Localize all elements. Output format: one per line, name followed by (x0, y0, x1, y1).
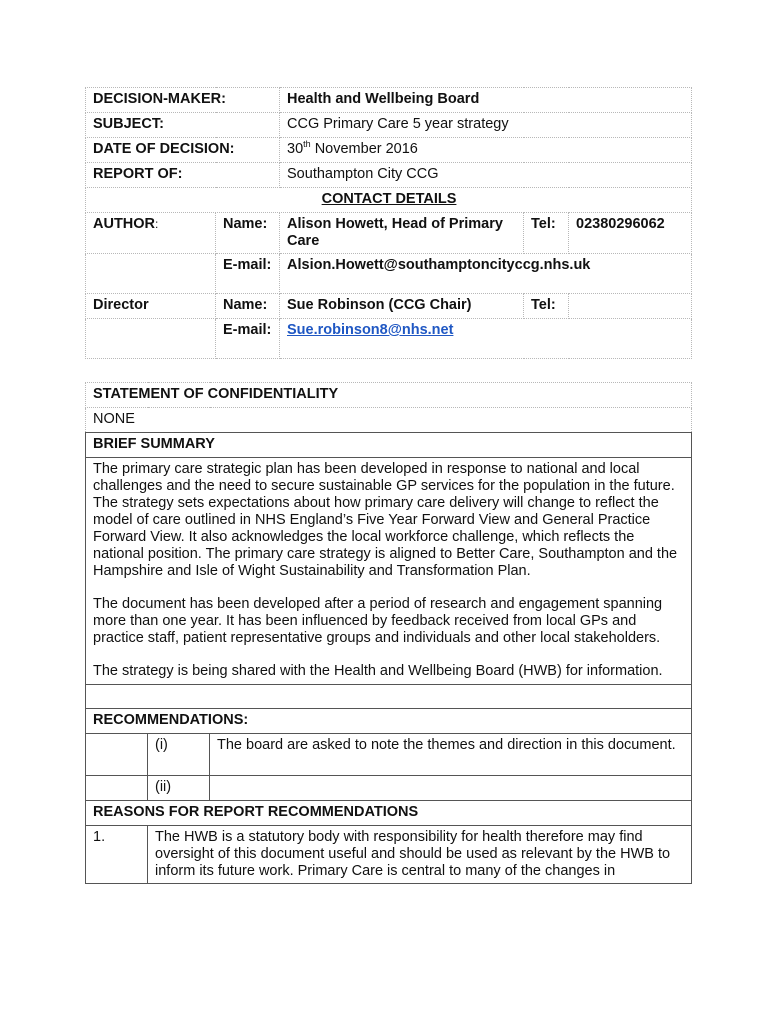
reasons-heading: REASONS FOR REPORT RECOMMENDATIONS (86, 801, 692, 826)
recommendation-number: (ii) (148, 776, 210, 801)
recommendation-spacer (86, 734, 148, 776)
recommendation-spacer (86, 776, 148, 801)
date-label: DATE OF DECISION: (86, 138, 280, 163)
decision-maker-label: DECISION-MAKER: (86, 88, 280, 113)
author-email: Alsion.Howett@southamptoncityccg.nhs.uk (280, 254, 692, 294)
confidentiality-value: NONE (86, 408, 692, 433)
date-rest: November 2016 (310, 141, 418, 157)
recommendation-text: The board are asked to note the themes and direction in this document. (210, 734, 692, 776)
header-table (85, 87, 692, 359)
brief-summary-body (86, 458, 692, 685)
contact-details-heading: CONTACT DETAILS (86, 188, 692, 213)
director-name-label: Name: (216, 294, 280, 319)
report-of-label: REPORT OF: (86, 163, 280, 188)
recommendation-number: (i) (148, 734, 210, 776)
director-email-link[interactable]: Sue.robinson8@nhs.net (287, 322, 454, 338)
report-of-value: Southampton City CCG (280, 163, 692, 188)
director-name: Sue Robinson (CCG Chair) (280, 294, 524, 319)
reason-text: The HWB is a statutory body with responsibility for health therefore may find oversight of this document useful and should be used as relevant by the HWB to inform its future work. Primary Care is central to many of the changes in (148, 826, 692, 884)
director-email-cell (280, 319, 692, 359)
decision-maker-value: Health and Wellbeing Board (280, 88, 692, 113)
director-tel-label: Tel: (524, 294, 569, 319)
author-tel-label: Tel: (524, 213, 569, 254)
report-table (85, 382, 692, 884)
author-name: Alison Howett, Head of Primary Care (280, 213, 524, 254)
summary-paragraph-1: The primary care strategic plan has been developed in response to national and local challenges and the need to secure sustainable GP services for the population in the future. The strategy sets expectations about how primary care delivery will change to reflect the model of care outlined in NHS England’s Five Year Forward View and General Practice Forward View. It also acknowledges the local workforce challenge, which reflects the national position. The primary care strategy is aligned to Better Care, Southampton and the Hampshire and Isle of Wight Sustainability and Transformation Plan. (93, 461, 678, 579)
date-day: 30 (287, 141, 304, 157)
date-suffix: th (303, 139, 311, 150)
director-tel (569, 294, 692, 319)
author-tel: 02380296062 (569, 213, 692, 254)
recommendation-text (210, 776, 692, 801)
date-value (280, 138, 692, 163)
summary-paragraph-2: The document has been developed after a period of research and engagement spanning more than one year. It has been influenced by feedback received from local GPs and practice staff, patient representative groups and individuals and other local stakeholders. (93, 596, 663, 646)
confidentiality-heading: STATEMENT OF CONFIDENTIALITY (86, 383, 692, 408)
subject-value: CCG Primary Care 5 year strategy (280, 113, 692, 138)
author-label: AUTHOR: (86, 213, 216, 254)
recommendations-heading: RECOMMENDATIONS: (86, 709, 692, 734)
director-spacer (86, 319, 216, 359)
director-email-label: E-mail: (216, 319, 280, 359)
brief-summary-heading: BRIEF SUMMARY (86, 433, 692, 458)
blank-row (86, 685, 692, 709)
summary-paragraph-3: The strategy is being shared with the Health and Wellbeing Board (HWB) for information. (93, 663, 663, 679)
author-name-label: Name: (216, 213, 280, 254)
author-email-label: E-mail: (216, 254, 280, 294)
director-label: Director (86, 294, 216, 319)
author-spacer (86, 254, 216, 294)
reason-number: 1. (86, 826, 148, 884)
subject-label: SUBJECT: (86, 113, 280, 138)
